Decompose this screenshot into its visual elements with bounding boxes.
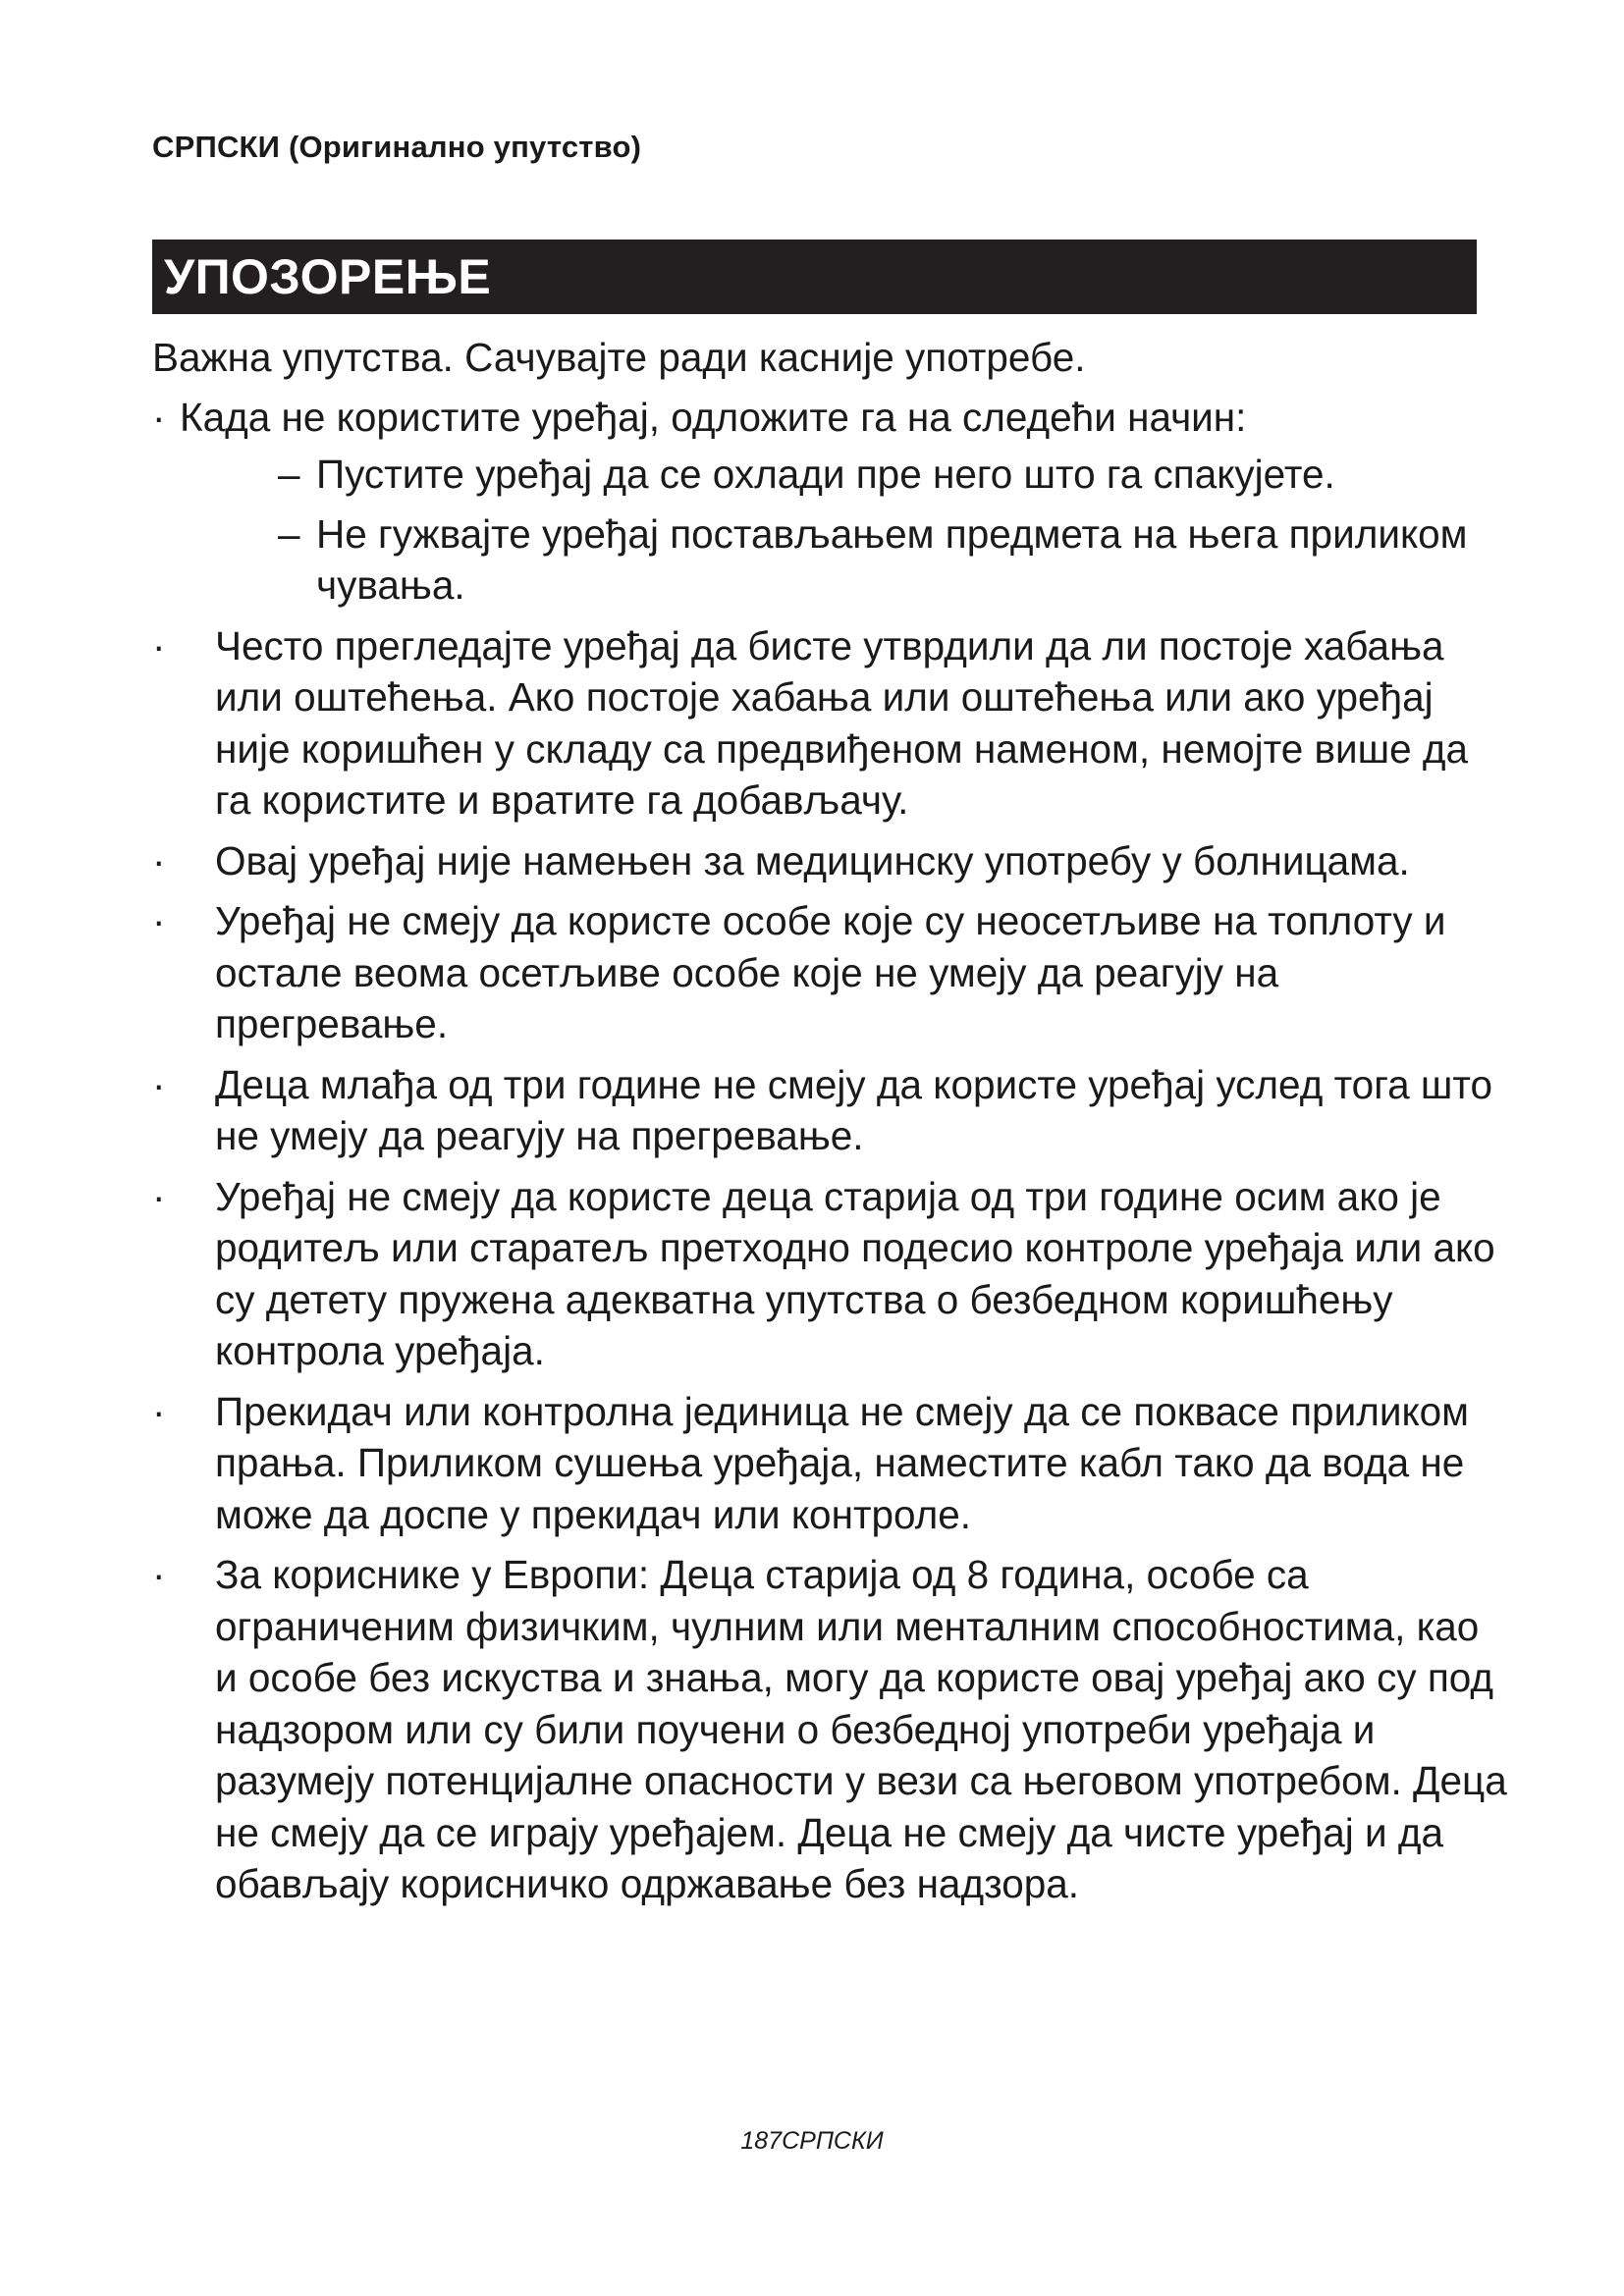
bullet-icon: ·: [152, 622, 166, 668]
warning-intro: Важна упутства. Сачувајте ради касније употребе.: [152, 335, 1086, 380]
warning-title: УПОЗОРЕЊЕ: [164, 249, 492, 304]
warning-item: [152, 392, 1507, 612]
bullet-icon: ·: [152, 394, 166, 440]
dash-icon: –: [278, 510, 300, 557]
bullet-icon: ·: [152, 1388, 166, 1434]
sub-list: [215, 449, 1507, 612]
warning-item-text: Уређај не смеју да користе особе које су неосетљиве на топлоту и остале веома осетљиве особе које не умеју да реагују на прегревање.: [215, 898, 1446, 1046]
sub-item: [215, 449, 1507, 501]
dash-icon: –: [278, 452, 300, 497]
bullet-icon: ·: [152, 837, 166, 883]
warning-item-text: Уређај не смеју да користе деца старија од три године осим ако је родитељ или старатељ претходно подесио контроле уређаја или ако су детету пружена адекватна упутства о безбедном коришћењу контрола уређаја.: [215, 1173, 1495, 1373]
warning-banner: [152, 240, 1477, 314]
sub-item: [215, 508, 1507, 612]
sub-item-text: Пустите уређај да се охлади пре него што га спакујете.: [316, 452, 1335, 497]
bullet-icon: ·: [152, 1552, 166, 1597]
warning-item: [152, 1171, 1507, 1377]
warning-item: [152, 1549, 1507, 1910]
warning-item-text: Када не користите уређај, одложите га на следећи начин:: [180, 394, 1247, 440]
warning-item-text: Овај уређај није намењен за медицинску употребу у болницама.: [215, 837, 1410, 883]
warning-item: [152, 835, 1507, 887]
bullet-icon: ·: [152, 1173, 166, 1219]
language-header: СРПСКИ (Оригинално упутство): [152, 130, 642, 164]
warning-item-text: Деца млађа од три године не смеју да користе уређај услед тога што не умеју да реагују на прегревање.: [215, 1061, 1492, 1158]
page-number: 187СРПСКИ: [740, 2127, 884, 2155]
warning-content: [152, 332, 1507, 1919]
warning-item: [152, 1386, 1507, 1541]
warning-item-text: За кориснике у Европи: Деца старија од 8 година, особе са ограниченим физичким, чулним или менталним способностима, као и особе без искуства и знања, могу да користе овај уређај ако су под надзором или су били поучени о безбедној употреби уређаја и разумеју потенцијалне опасности у вези са његовом употребом. Деца не смеју да се играју уређајем. Деца не смеју да чисте уређај и да обављају корисничко одржавање без надзора.: [215, 1552, 1507, 1906]
warning-item: [152, 620, 1507, 827]
sub-item-text: Не гужвајте уређај постављањем предмета на њега приликом чувања.: [316, 510, 1468, 608]
warning-item-text: Прекидач или контролна јединица не смеју да се поквасе приликом прања. Приликом сушења уређаја, наместите кабл тако да вода не може да доспе у прекидач или контроле.: [215, 1388, 1469, 1537]
bullet-icon: ·: [152, 1061, 166, 1107]
warning-item: [152, 895, 1507, 1050]
warning-item-text: Често прегледајте уређај да бисте утврдили да ли постоје хабања или оштећења. Ако постоје хабања или оштећења или ако уређај није коришћен у складу са предвиђеном наменом, немојте више да га користите и вратите га добављачу.: [215, 622, 1469, 823]
bullet-icon: ·: [152, 898, 166, 943]
warning-item: [152, 1059, 1507, 1162]
